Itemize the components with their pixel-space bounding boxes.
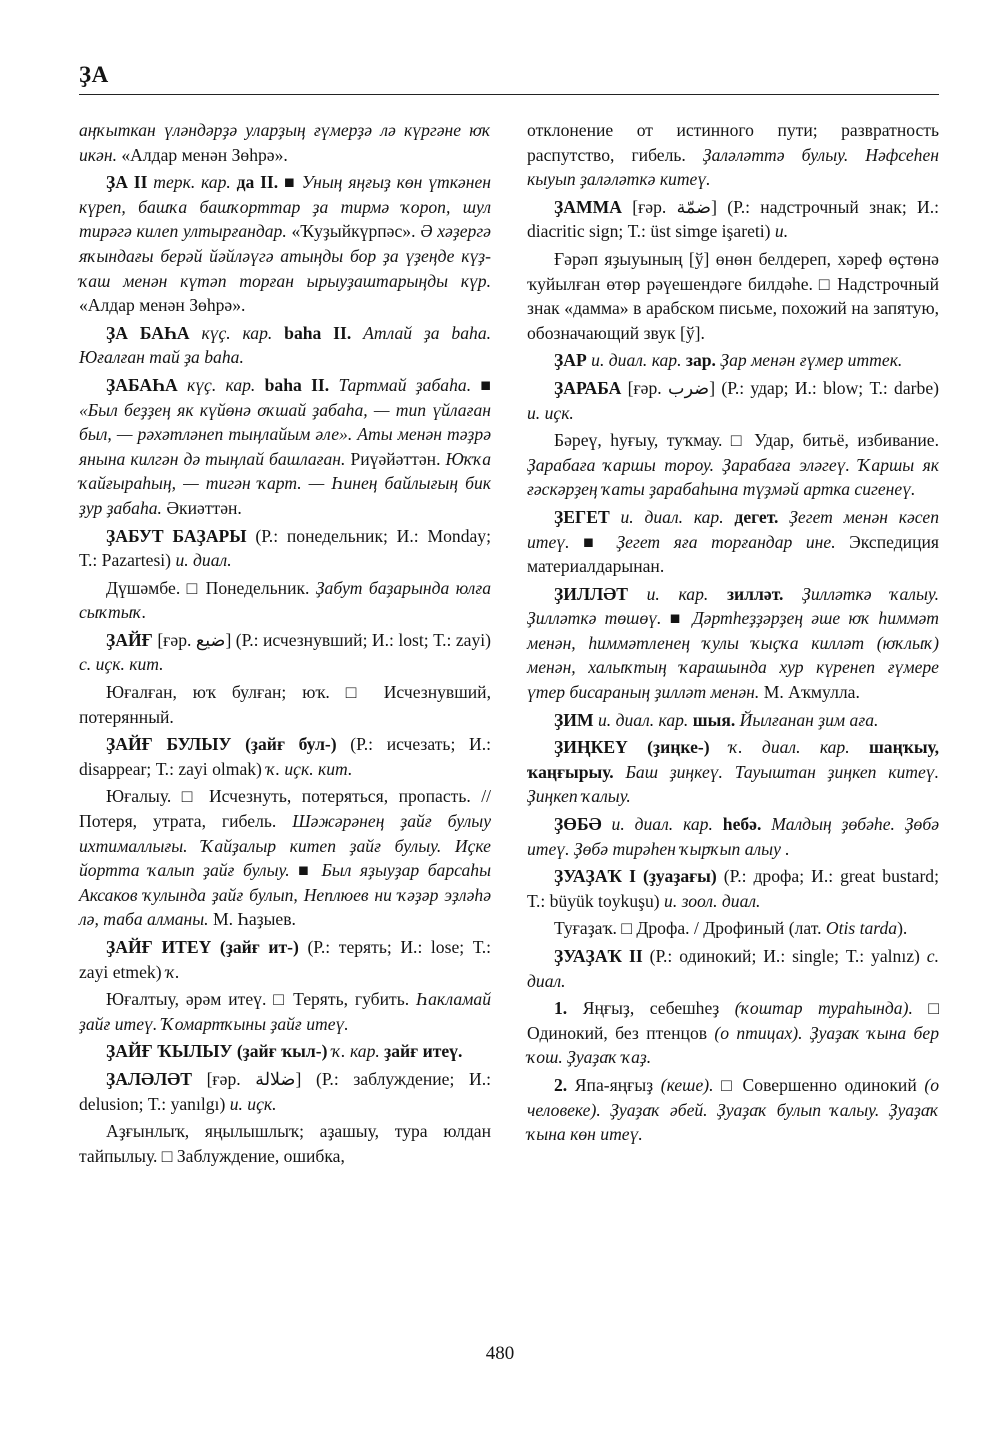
dictionary-entry: Аҙғынлыҡ, яңылышлыҡ; аҙашыу, тура юлдан тайпылыу. □ Заблуждение, ошибка, <box>79 1121 491 1166</box>
dictionary-entry: ҘИЛЛӘТ и. кар. зилләт. Ҙилләткә ҡалыу. Ҙилләткә төшөү. ■ Дәртһеҙҙәрҙең әше юҡ һиммәт менән, һиммәтленең ҡулы ҡыҫҡа килләт (юҡлыҡ) менән, халыҡтың ҡарашында хур күренеп ғүмере үтер бисараның ҙилләт менән. М. Аҡмулла. <box>527 583 939 703</box>
dictionary-entry: ҘА II терк. кар. да II. ■ Уның яңғыҙ көн үткәнен күреп, башҡа башҡорттар ҙа тирмә ҡороп, шул тирәгә килеп ултырғандар. «Ҡуҙыйкүрпәс». Ә хәҙергә яҡындағы берәй йәйләүгә атыңды бор ҙа үҙеңде күҙ-ҡаш менән күтәп торған ырыуҙаштарыңды күр. «Алдар менән Зөһрә». <box>79 172 492 316</box>
dictionary-entry: ҘАРАБА [ғәр. ضرب] (Р.: удар; И.: blow; Т.: darbe) и. иҫк. <box>527 377 939 423</box>
dictionary-entry: ҘУАҘАҠ I (ҙуаҙағы) (Р.: дрофа; И.: great bustard; Т.: büyük toykuşu) и. зоол. диал. <box>527 866 939 911</box>
dictionary-entry: Юғалтыу, әрәм итеү. □ Терять, губить. Һакламай ҙайғ итеү. Ҡомартҡыны ҙайғ итеү. <box>79 989 491 1034</box>
page-number: 480 <box>485 1343 515 1364</box>
dictionary-entry: ҘА БАҺА күҫ. кар. baha II. Атлай ҙа baha. Юғалған тай ҙа baha. <box>79 322 492 368</box>
dictionary-entry: Туғаҙаҡ. □ Дрофа. / Дрофиный (лат. Otis tarda). <box>554 918 908 939</box>
dictionary-entry: ҘАР и. диал. кар. зар. Ҙар менән ғүмер иттек. <box>554 350 903 371</box>
dictionary-entry: ҘИМ и. диал. кар. шыя. Йылғанан ҙим аға. <box>554 709 879 730</box>
dictionary-entry: аңҡыткан үләндәрҙә уларҙың ғүмерҙә лә күргәне юҡ икән. «Алдар менән Зөһрә». <box>79 120 491 165</box>
dictionary-entry: Юғалыу. □ Исчезнуть, потеряться, пропасть. // Потеря, утрата, гибель. Шәжәрәнең ҙайғ булыу ихтималлығы. Ҡайҙалыр китеп ҙайғ булыу. Иҫке йортта ҡалып ҙайғ булыу. ■ Был яҙыуҙар барсаhы Аксаков ҡулында ҙайғ булып, Неплюев ни ҡәҙәр эҙләһә лә, таба алманы. М. Һаҙыев. <box>79 786 492 930</box>
dictionary-entry: Юғалған, юҡ булған; юҡ. □ Исчезнувший, потерянный. <box>79 682 491 727</box>
dictionary-entry: Ғәрәп яҙыуының [ў] өнөн белдереп, хәреф өҫтөнә ҡуйылған өтөр рәүешендәге билдәһе. □ Надстрочный знак «дамма» в арабском письме, похожий на запятую, обозначающий звук [ў]. <box>527 248 939 343</box>
dictionary-entry: ҘУАҘАҠ II (Р.: одинокий; И.: single; Т.: yalnız) с. диал. <box>527 946 939 991</box>
dictionary-entry: ҘАММА [ғәр. ضمّة] (Р.: надстрочный знак; И.: diacritic sign; Т.: üst simge işareti) и. <box>527 196 939 242</box>
dictionary-entry: ҘАЙҒ ҠЫЛЫУ (ҙайғ ҡыл-) ҡ. кар. ҙайғ итеү. <box>106 1041 463 1062</box>
dictionary-entry: ҘАЙҒ [ғәр. ضيع] (Р.: исчезнувший; И.: lost; Т.: zayi) с. иҫк. кит. <box>79 629 491 675</box>
dictionary-entry: отклонение от истинного пути; развратность распутство, гибель. Ҙаләләттә булыу. Нәфсеһен кыуып ҙаләләткә китеү. <box>527 120 939 190</box>
dictionary-entry: ҘӨБӘ и. диал. кар. һебә. Малдың ҙөбәһе. Ҙөбә итеү. Ҙөбә тирәһен ҡырҡып алыу . <box>527 814 940 859</box>
dictionary-entry: ҘАЙҒ БУЛЫУ (ҙайғ бул-) (Р.: исчезать; И.: disappear; Т.: zayi olmak) ҡ. иҫк. кит. <box>79 734 491 779</box>
dictionary-entry: 1. Яңғыҙ, себешһеҙ (ҡоштар тураһында). □ Одинокий, без птенцов (о птицах). Ҙуаҙаҡ ҡына бер ҡош. Ҙуаҙаҡ ҡаҙ. <box>527 998 940 1068</box>
dictionary-entry: 2. Япа-яңғыҙ (кеше). □ Совершенно одинокий (о человеке). Ҙуаҙаҡ әбей. Ҙуаҙаҡ булып ҡалыу. Ҙуаҙаҡ ҡына көн итеү. <box>527 1074 939 1145</box>
dictionary-entry: ҘЕГЕТ и. диал. кар. дегет. Ҙегет менән кәсеп итеү. ■ Ҙегет яға торғандар ине. Экспедиция материалдарынан. <box>527 506 939 577</box>
dictionary-entry: Дүшәмбе. □ Понедельник. Ҙабут баҙарында юлға сыҡтыҡ. <box>79 577 492 623</box>
dictionary-entry: Бәреү, һуғыу, туҡмау. □ Удар, битьё, избивание. Ҙарабаға ҡаршы тороу. Ҙарабаға эләгеү. Ҡаршы як ғәскәрҙең ҡаты ҙарабаһына түҙмәй артка сигенеү. <box>527 430 939 500</box>
left-column <box>79 118 491 1171</box>
dictionary-entry: ҘИҢКЕҮ (ҙиңке-) ҡ. диал. кар. шаңҡыу, ҡаңғырыу. Баш ҙиңкеү. Тауыштан ҙиңкеп китеү. Ҙиңкеп ҡалыу. <box>527 737 939 807</box>
dictionary-entry: ҘАЛӘЛӘТ [ғәр. ضلالة] (Р.: заблуждение; И.: delusion; Т.: yanılgı) и. иҫк. <box>79 1068 491 1114</box>
dictionary-entry: ҘАЙҒ ИТЕҮ (ҙайғ ит-) (Р.: терять; И.: lose; Т.: zayi etmek) ҡ. <box>79 937 492 982</box>
dictionary-entry: ҘАБАҺА күҫ. кар. baha II. Тартмай ҙабаhа. ■ «Был беҙҙең як күйөнә оҡшай ҙабаhа, — тип үйлаған был, — рәхәтләнеп тыңлайым әле». Аты менән тәҙрә янына килгән дә тыңлай башлаған. Риүәйәттән. Юҡҡа ҡайғыраһың, — тигән ҡарт. — Һинең байлығың бик ҙур ҙабаhа. Әкиәттән. <box>79 374 492 518</box>
running-head: ҘА <box>79 62 109 87</box>
dictionary-entry: ҘАБУТ БАҘАРЫ (Р.: понедельник; И.: Monday; Т.: Pazartesi) и. диал. <box>79 525 491 571</box>
header-rule <box>79 94 939 95</box>
right-column <box>527 118 939 1150</box>
